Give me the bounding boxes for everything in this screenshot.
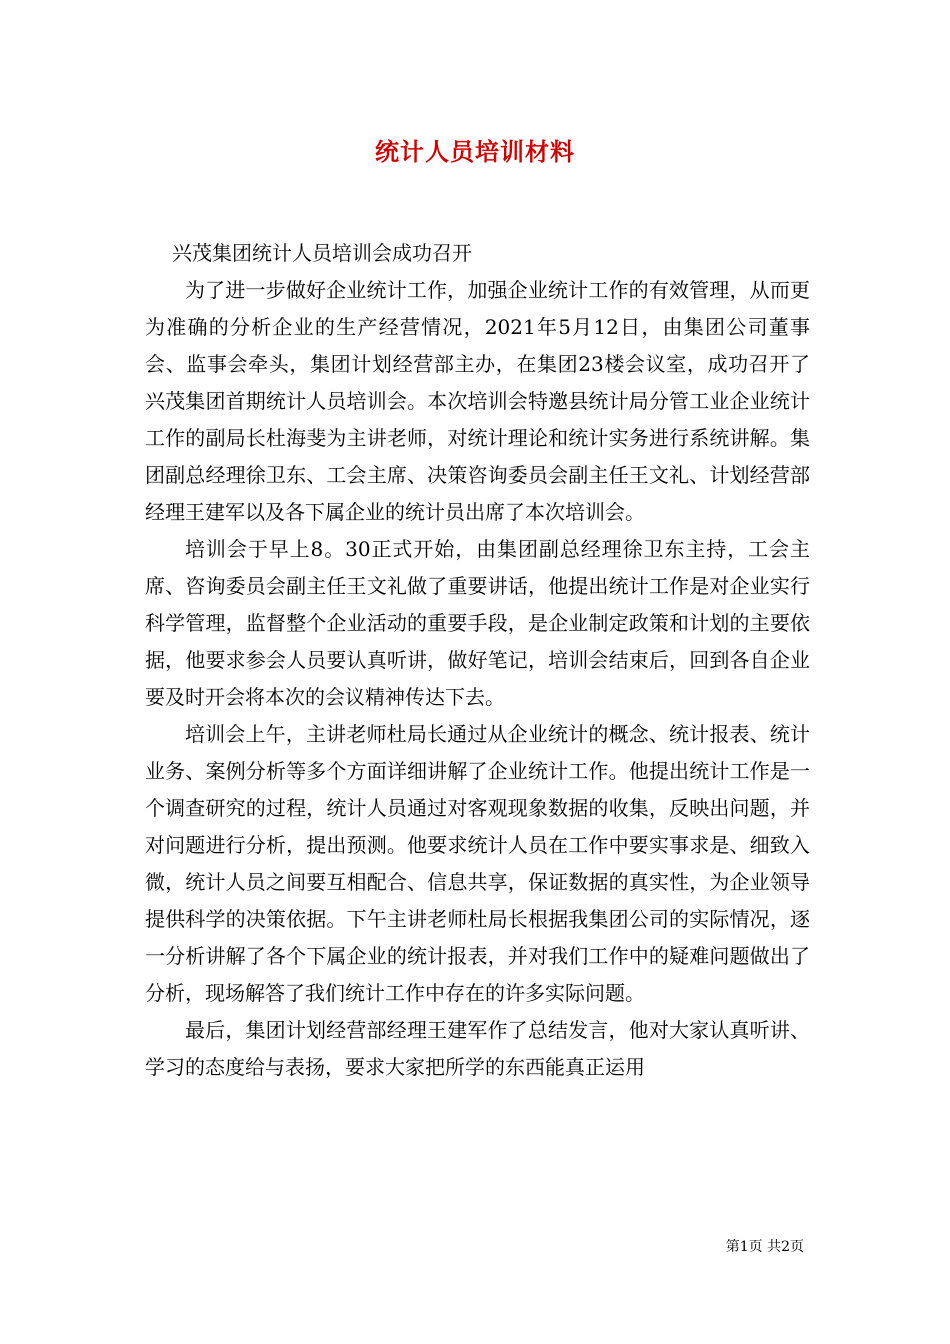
- body-paragraph: 培训会上午，主讲老师杜局长通过从企业统计的概念、统计报表、统计业务、案例分析等多个方面详细讲解了企业统计工作。他提出统计工作是一个调查研究的过程，统计人员通过对客观现象数据的收集，反映出问题，并对问题进行分析，提出预测。他要求统计人员在工作中要实事求是、细致入微，统计人员之间要互相配合、信息共享，保证数据的真实性，为企业领导提供科学的决策依据。下午主讲老师杜局长根据我集团公司的实际情况，逐一分析讲解了各个下属企业的统计报表，并对我们工作中的疑难问题做出了分析，现场解答了我们统计工作中存在的许多实际问题。: [145, 722, 810, 1005]
- body-paragraph: 为了进一步做好企业统计工作，加强企业统计工作的有效管理，从而更为准确的分析企业的生产经营情况，2021年5月12日，由集团公司董事会、监事会牵头，集团计划经营部主办，在集团23楼会议室，成功召开了兴茂集团首期统计人员培训会。本次培训会特邀县统计局分管工业企业统计工作的副局长杜海斐为主讲老师，对统计理论和统计实务进行系统讲解。集团副总经理徐卫东、工会主席、决策咨询委员会副主任王文礼、计划经营部经理王建军以及各下属企业的统计员出席了本次培训会。: [145, 278, 810, 524]
- document-title: 统计人员培训材料: [375, 137, 575, 166]
- document-body: [145, 235, 810, 1086]
- body-paragraph: 最后，集团计划经营部经理王建军作了总结发言，他对大家认真听讲、学习的态度给与表扬，要求大家把所学的东西能真正运用: [145, 1018, 810, 1079]
- subheading-paragraph: 兴茂集团统计人员培训会成功召开: [172, 241, 472, 265]
- body-paragraph: 培训会于早上8。30正式开始，由集团副总经理徐卫东主持，工会主席、咨询委员会副主任王文礼做了重要讲话，他提出统计工作是对企业实行科学管理，监督整个企业活动的重要手段，是企业制定政策和计划的主要依据，他要求参会人员要认真听讲，做好笔记，培训会结束后，回到各自企业要及时开会将本次的会议精神传达下去。: [145, 537, 810, 709]
- page-number: 第1页 共2页: [725, 1239, 804, 1255]
